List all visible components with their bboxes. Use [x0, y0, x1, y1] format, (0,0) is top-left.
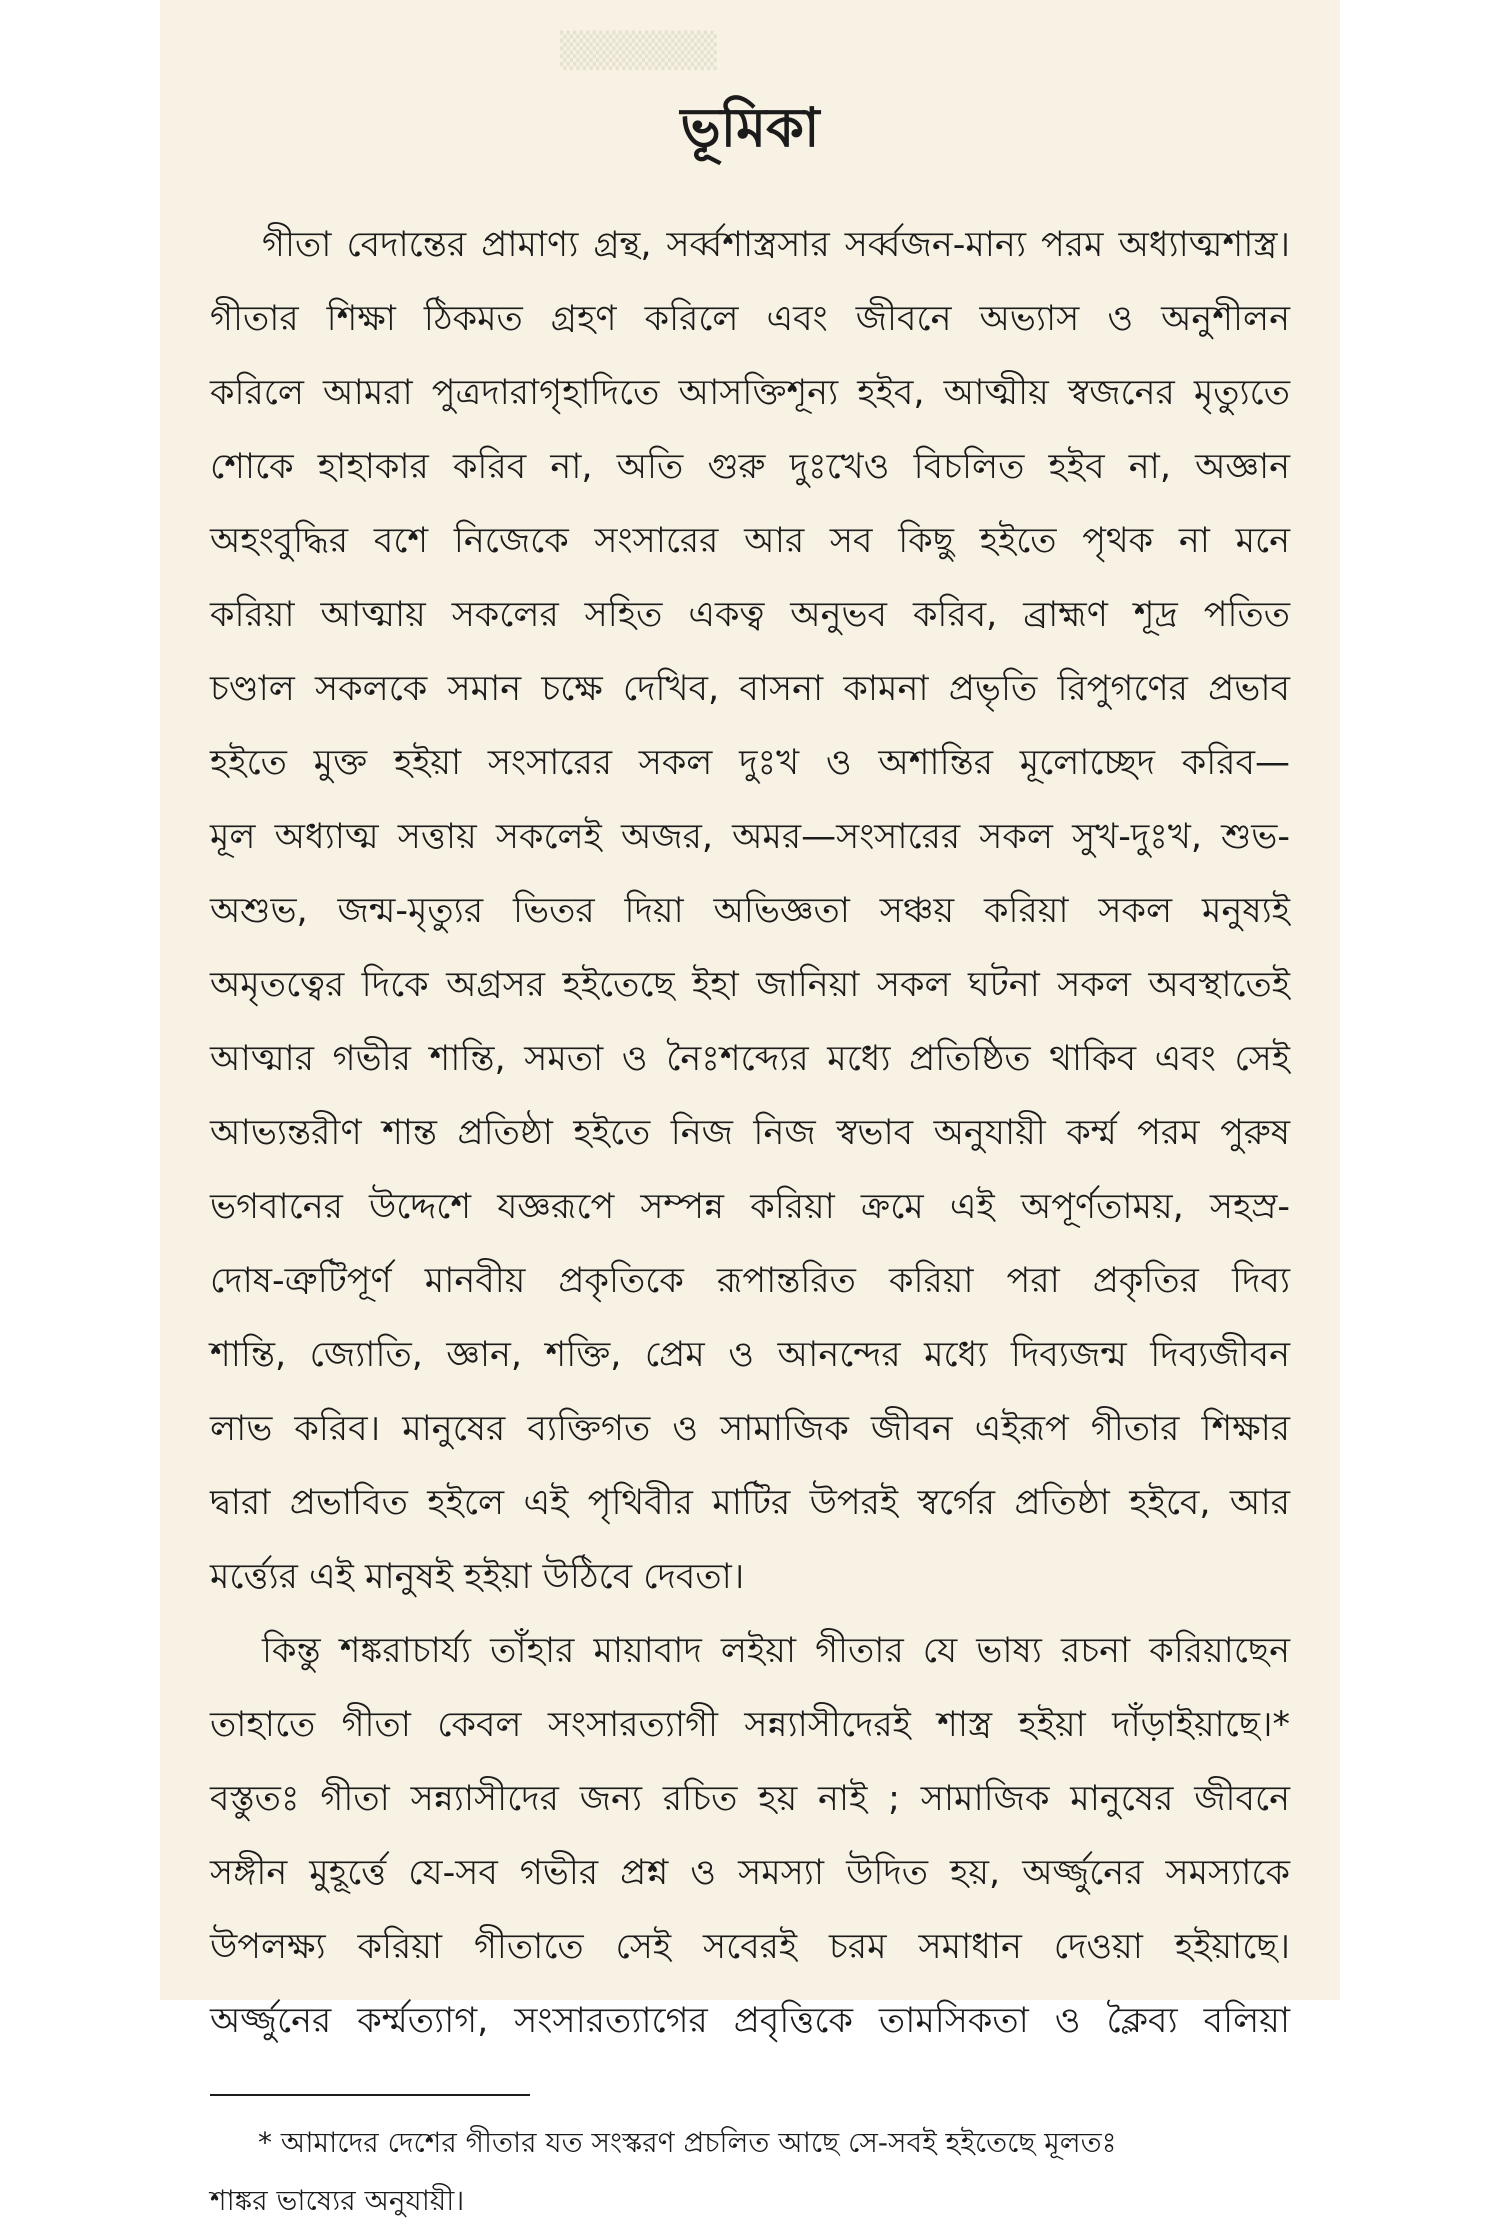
footnote-line: শাঙ্কর ভাষ্যের অনুযায়ী। [210, 2184, 465, 2217]
text-line: গীতা বেদান্তের প্রামাণ্য গ্রন্থ, সর্ব্বশাস্ত্রসার সর্ব্বজন-মান্য পরম অধ্যাত্মশাস্ত্র। [262, 225, 1290, 265]
page-title: ভূমিকা [680, 96, 820, 159]
text-line: ভগবানের উদ্দেশে যজ্ঞরূপে সম্পন্ন করিয়া ক্রমে এই অপূর্ণতাময়, সহস্র- [210, 1187, 1290, 1227]
book-page [160, 0, 1340, 2217]
text-line: উপলক্ষ্য করিয়া গীতাতে সেই সবেরই চরম সমাধান দেওয়া হইয়াছে। [210, 1927, 1290, 1967]
text-line: বস্তুতঃ গীতা সন্ন্যাসীদের জন্য রচিত হয় নাই ; সামাজিক মানুষের জীবনে [210, 1779, 1290, 1819]
text-line: করিয়া আত্মায় সকলের সহিত একত্ব অনুভব করিব, ব্রাহ্মণ শূদ্র পতিত [210, 595, 1290, 635]
text-line: আভ্যন্তরীণ শান্ত প্রতিষ্ঠা হইতে নিজ নিজ স্বভাব অনুযায়ী কর্ম্ম পরম পুরুষ [210, 1113, 1290, 1153]
paragraph-2 [210, 1614, 1290, 2058]
text-line: অমৃতত্বের দিকে অগ্রসর হইতেছে ইহা জানিয়া সকল ঘটনা সকল অবস্থাতেই [210, 965, 1290, 1005]
text-line: কিন্তু শঙ্করাচার্য্য তাঁহার মায়াবাদ লইয়া গীতার যে ভাষ্য রচনা করিয়াছেন [262, 1631, 1290, 1671]
footnote-divider [210, 2094, 530, 2096]
text-line: অহংবুদ্ধির বশে নিজেকে সংসারের আর সব কিছু হইতে পৃথক না মনে [210, 521, 1290, 561]
text-line: দোষ-ত্রুটিপূর্ণ মানবীয় প্রকৃতিকে রূপান্তরিত করিয়া পরা প্রকৃতির দিব্য [210, 1261, 1290, 1301]
text-line: গীতার শিক্ষা ঠিকমত গ্রহণ করিলে এবং জীবনে অভ্যাস ও অনুশীলন [210, 299, 1290, 339]
show-through-text: ▒▒▒▒▒▒ [560, 31, 717, 71]
text-line: অশুভ, জন্ম-মৃত্যুর ভিতর দিয়া অভিজ্ঞতা সঞ্চয় করিয়া সকল মনুষ্যই [210, 891, 1290, 931]
text-line: হইতে মুক্ত হইয়া সংসারের সকল দুঃখ ও অশান্তির মূলোচ্ছেদ করিব— [210, 743, 1290, 783]
text-line: মর্ত্ত্যের এই মানুষই হইয়া উঠিবে দেবতা। [210, 1557, 745, 1597]
text-line: সঙ্গীন মুহূর্ত্তে যে-সব গভীর প্রশ্ন ও সমস্যা উদিত হয়, অর্জ্জুনের সমস্যাকে [210, 1853, 1290, 1893]
text-line: করিলে আমরা পুত্রদারাগৃহাদিতে আসক্তিশূন্য হইব, আত্মীয় স্বজনের মৃত্যুতে [210, 373, 1290, 413]
footnote-line: * আমাদের দেশের গীতার যত সংস্করণ প্রচলিত আছে সে-সবই হইতেছে মূলতঃ [258, 2126, 1117, 2159]
text-line: চণ্ডাল সকলকে সমান চক্ষে দেখিব, বাসনা কামনা প্রভৃতি রিপুগণের প্রভাব [210, 669, 1290, 709]
text-line: আত্মার গভীর শান্তি, সমতা ও নৈঃশব্দ্যের মধ্যে প্রতিষ্ঠিত থাকিব এবং সেই [210, 1039, 1290, 1079]
text-line: শোকে হাহাকার করিব না, অতি গুরু দুঃখেও বিচলিত হইব না, অজ্ঞান [210, 447, 1290, 487]
page-content [210, 0, 1290, 2230]
text-line: মূল অধ্যাত্ম সত্তায় সকলেই অজর, অমর—সংসারের সকল সুখ-দুঃখ, শুভ- [210, 817, 1290, 857]
paragraph-1 [210, 208, 1290, 1614]
text-line: লাভ করিব। মানুষের ব্যক্তিগত ও সামাজিক জীবন এইরূপ গীতার শিক্ষার [210, 1409, 1290, 1449]
text-line: তাহাতে গীতা কেবল সংসারত্যাগী সন্ন্যাসীদেরই শাস্ত্র হইয়া দাঁড়াইয়াছে।* [210, 1705, 1290, 1745]
text-line: শান্তি, জ্যোতি, জ্ঞান, শক্তি, প্রেম ও আনন্দের মধ্যে দিব্যজন্ম দিব্যজীবন [210, 1335, 1290, 1375]
footnote [210, 2114, 1290, 2230]
text-line: অর্জ্জুনের কর্ম্মত্যাগ, সংসারত্যাগের প্রবৃত্তিকে তামসিকতা ও ক্লৈব্য বলিয়া [210, 2001, 1290, 2041]
text-line: দ্বারা প্রভাবিত হইলে এই পৃথিবীর মাটির উপরই স্বর্গের প্রতিষ্ঠা হইবে, আর [210, 1483, 1290, 1523]
